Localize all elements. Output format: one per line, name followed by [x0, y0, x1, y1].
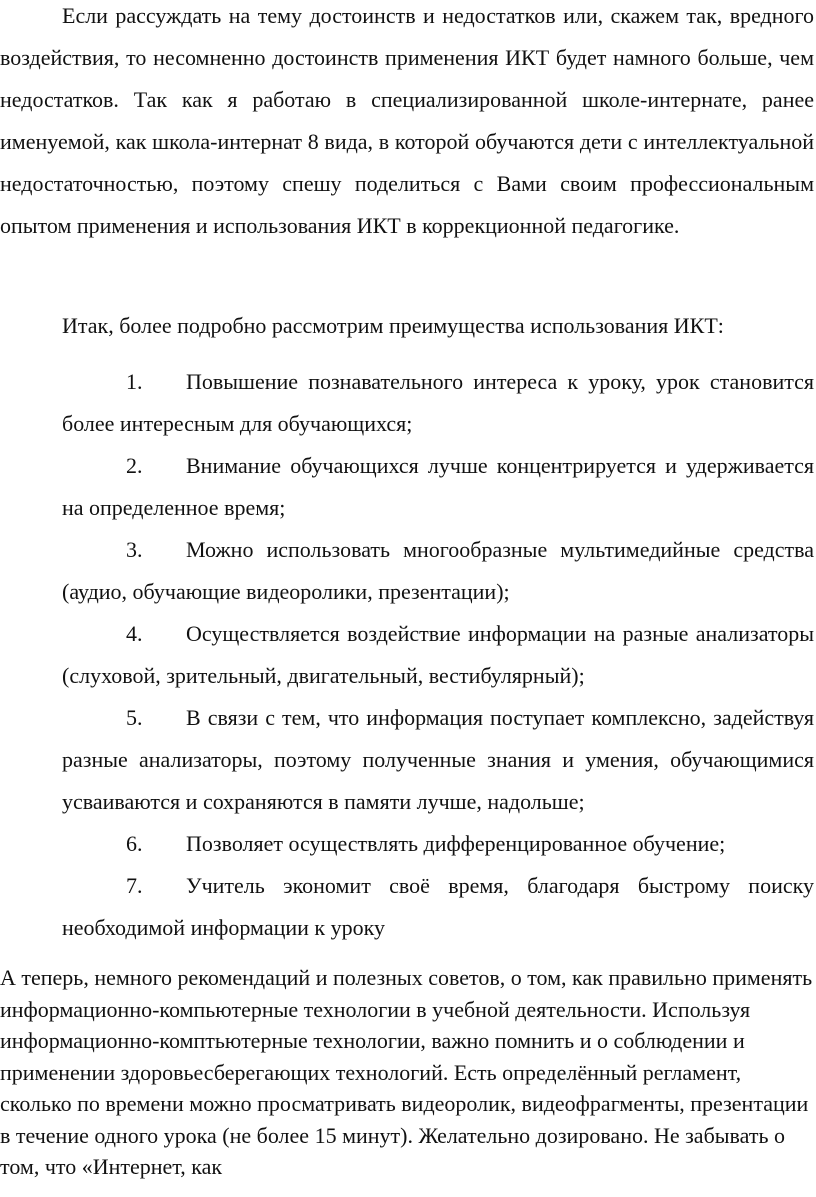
- list-item-number: 7.: [126, 873, 143, 898]
- list-item-text: Учитель экономит своё время, благодаря быстрому поиску необходимой информации к уроку: [62, 873, 814, 940]
- list-item: [62, 361, 814, 445]
- list-item-text: Внимание обучающихся лучше концентрируется и удерживается на определенное время;: [62, 453, 814, 520]
- list-item-text: В связи с тем, что информация поступает комплексно, задействуя разные анализаторы, поэтому полученные знания и умения, обучающимися усваиваются и сохраняются в памяти лучше, надольше;: [62, 705, 814, 814]
- list-item: [62, 613, 814, 697]
- list-item: [62, 865, 814, 949]
- list-item: [62, 823, 814, 865]
- intro-paragraph: Если рассуждать на тему достоинств и недостатков или, скажем так, вредного воздействия, то несомненно достоинств применения ИКТ будет намного больше, чем недостатков. Так как я работаю в специализированной школе-интернате, ранее именуемой, как школа-интернат 8 вида, в которой обучаются дети с интеллектуальной недостаточностью, поэтому спешу поделиться с Вами своим профессиональным опытом применения и использования ИКТ в коррекционной педагогике.: [0, 3, 814, 238]
- list-item-text: Повышение познавательного интереса к уроку, урок становится более интересным для обучающихся;: [62, 369, 814, 436]
- list-item-number: 2.: [126, 453, 143, 478]
- list-item-number: 3.: [126, 537, 143, 562]
- list-item-text: Позволяет осуществлять дифференцированное обучение;: [186, 831, 726, 856]
- list-item-number: 4.: [126, 621, 143, 646]
- list-item-number: 6.: [126, 831, 143, 856]
- list-item-text: Осуществляется воздействие информации на разные анализаторы (слуховой, зрительный, двигательный, вестибулярный);: [62, 621, 814, 688]
- list-item: [62, 529, 814, 613]
- list-item: [62, 697, 814, 823]
- list-item: [62, 445, 814, 529]
- advantages-list: [62, 361, 814, 949]
- advantages-heading: Итак, более подробно рассмотрим преимущества использования ИКТ:: [62, 313, 724, 338]
- list-item-number: 1.: [126, 369, 143, 394]
- list-item-text: Можно использовать многообразные мультимедийные средства (аудио, обучающие видеоролики, презентации);: [62, 537, 814, 604]
- recommendations-paragraph: А теперь, немного рекомендаций и полезных советов, о том, как правильно применять информационно-компьютерные технологии в учебной деятельности. Используя информационно-комптьютерные технологии, важно помнить и о соблюдении и применении здоровьесберегающих технологий. Есть определённый регламент, сколько по времени можно просматривать видеоролик, видеофрагменты, презентации в течение одного урока (не более 15 минут). Желательно дозировано. Не забывать о том, что «Интернет, как: [0, 965, 813, 1179]
- list-item-number: 5.: [126, 705, 143, 730]
